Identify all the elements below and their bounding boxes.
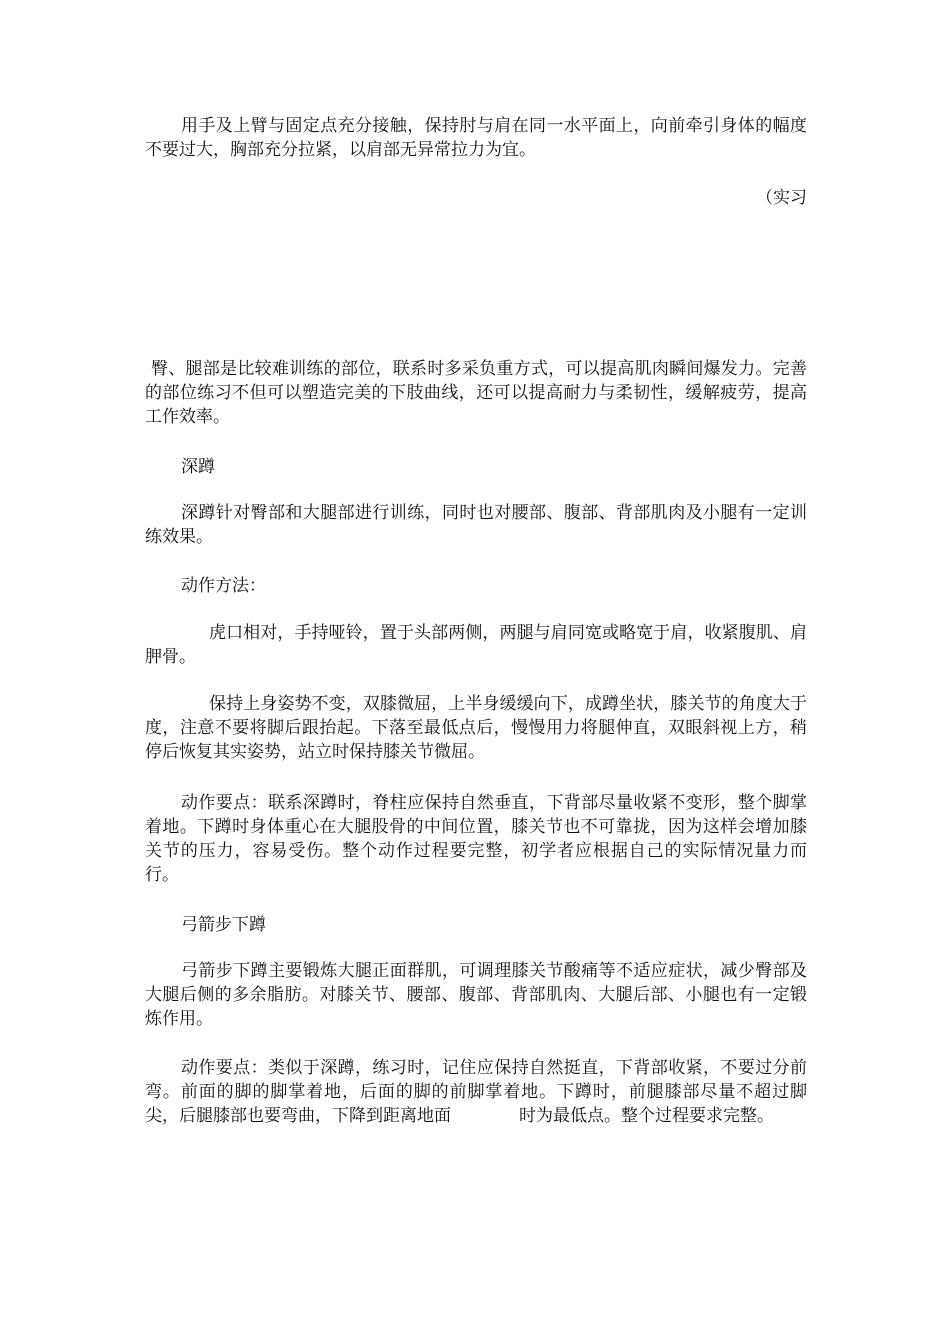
heading-deep-squat: 深蹲 xyxy=(181,457,215,477)
paragraph-note-fragment: （实习 xyxy=(756,188,807,208)
heading-method: 动作方法： xyxy=(181,576,266,596)
paragraph-method-step2: 保持上身姿势不变，双膝微屈，上半身缓缓向下，成蹲坐状，膝关节的角度大于 度，注意不要将脚后跟抬起。下落至最低点后，慢慢用力将腿伸直，双眼斜视上方，稍停后恢复其实姿势，站立时保持膝关节微屈。 xyxy=(145,694,841,762)
paragraph-lunge-desc: 弓箭步下蹲主要锻炼大腿正面群肌，可调理膝关节酸痛等不适应症状，减少臀部及大腿后侧的多余脂肪。对膝关节、腰部、腹部、背部肌肉、大腿后部、小腿也有一定锻炼作用。 xyxy=(145,961,807,1029)
paragraph-squat-key-points: 动作要点：联系深蹲时，脊柱应保持自然垂直，下背部尽量收紧不变形，整个脚掌着地。下蹲时身体重心在大腿股骨的中间位置，膝关节也不可靠拢，因为这样会增加膝关节的压力，容易受伤。整个动作过程要完整，初学者应根据自己的实际情况量力而行。 xyxy=(145,793,807,885)
heading-lunge-squat: 弓箭步下蹲 xyxy=(181,915,266,935)
paragraph-hip-leg-intro: 臀、腿部是比较难训练的部位，联系时多采负重方式，可以提高肌肉瞬间爆发力。完善的部位练习不但可以塑造完美的下肢曲线，还可以提高耐力与柔韧性，缓解疲劳，提高工作效率。 xyxy=(145,359,807,427)
paragraph-method-step1: 虎口相对，手持哑铃，置于头部两侧，两腿与肩同宽或略宽于肩，收紧腹肌、肩胛骨。 xyxy=(145,623,807,667)
paragraph-stretch-chest: 用手及上臂与固定点充分接触，保持肘与肩在同一水平面上，向前牵引身体的幅度不要过大，胸部充分拉紧，以肩部无异常拉力为宜。 xyxy=(145,116,807,160)
paragraph-lunge-key-points: 动作要点：类似于深蹲，练习时，记住应保持自然挺直，下背部收紧，不要过分前弯。前面的脚的脚掌着地，后面的脚的前脚掌着地。下蹲时，前腿膝部尽量不超过脚尖，后腿膝部也要弯曲，下降到距离地面 时为最低点。整个过程要求完整。 xyxy=(145,1058,807,1126)
paragraph-deep-squat-desc: 深蹲针对臀部和大腿部进行训练，同时也对腰部、腹部、背部肌肉及小腿有一定训练效果。 xyxy=(145,503,807,547)
